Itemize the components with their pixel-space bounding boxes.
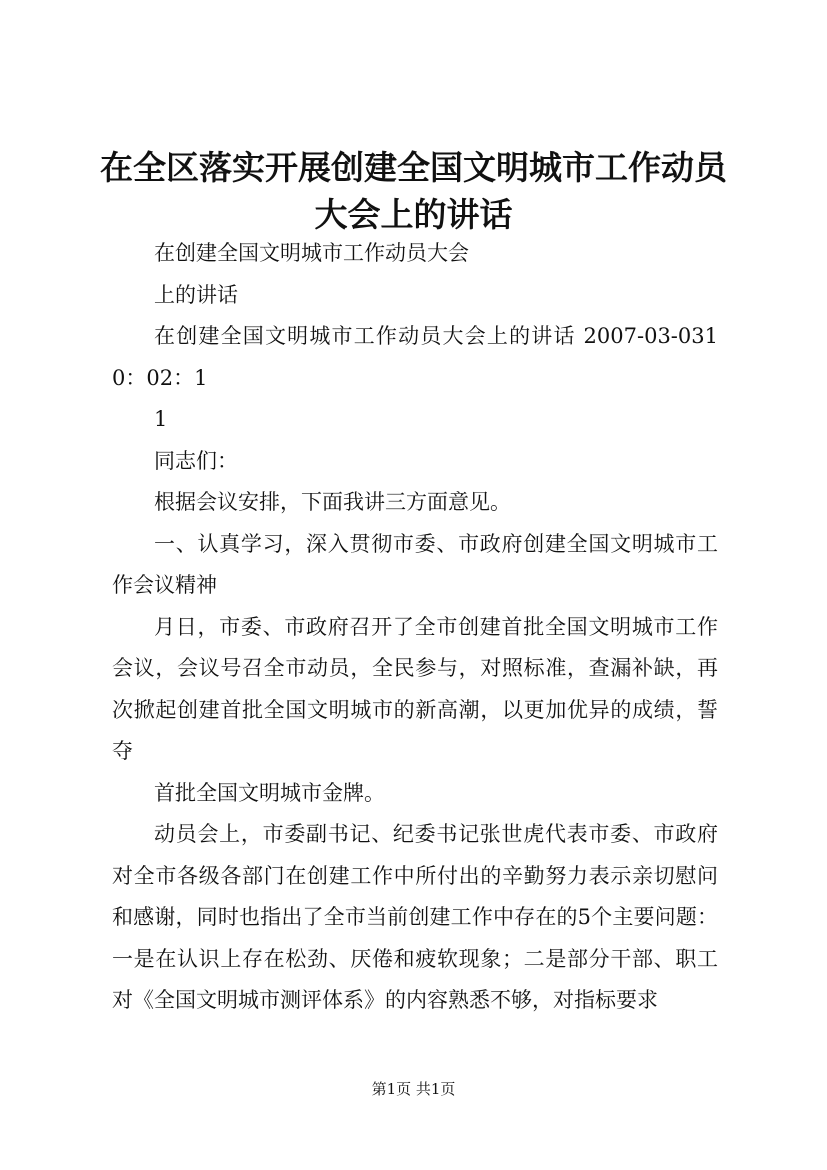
paragraph: 根据会议安排，下面我讲三方面意见。 [154,490,511,514]
page-footer: 第1页 共1页 [371,1080,456,1098]
paragraph: 同志们： [154,448,238,473]
paragraph: 在创建全国文明城市工作动员大会 [154,241,469,265]
paragraph: 1 [154,407,168,431]
paragraph: 上的讲话 [154,282,238,307]
paragraph: 一、认真学习，深入贯彻市委、市政府创建全国文明城市工作会议精神 [112,531,718,597]
document-body [112,233,718,1022]
paragraph: 在创建全国文明城市工作动员大会上的讲话 2007-03-0310：02：1 [112,324,718,390]
document-title: 在全区落实开展创建全国文明城市工作动员大会上的讲话 [100,148,727,234]
paragraph: 月日，市委、市政府召开了全市创建首批全国文明城市工作会议，会议号召全市动员，全民参与，对照标准，查漏补缺，再次掀起创建首批全国文明城市的新高潮，以更加优异的成绩，誓夺 [112,614,718,763]
paragraph: 动员会上，市委副书记、纪委书记张世虎代表市委、市政府对全市各级各部门在创建工作中所付出的辛勤努力表示亲切慰问和感谢，同时也指出了全市当前创建工作中存在的5个主要问题：一是在认识上存在松劲、厌倦和疲软现象；二是部分干部、职工对《全国文明城市测评体系》的内容熟悉不够，对指标要求 [112,822,718,1012]
paragraph: 首批全国文明城市金牌。 [154,780,385,805]
